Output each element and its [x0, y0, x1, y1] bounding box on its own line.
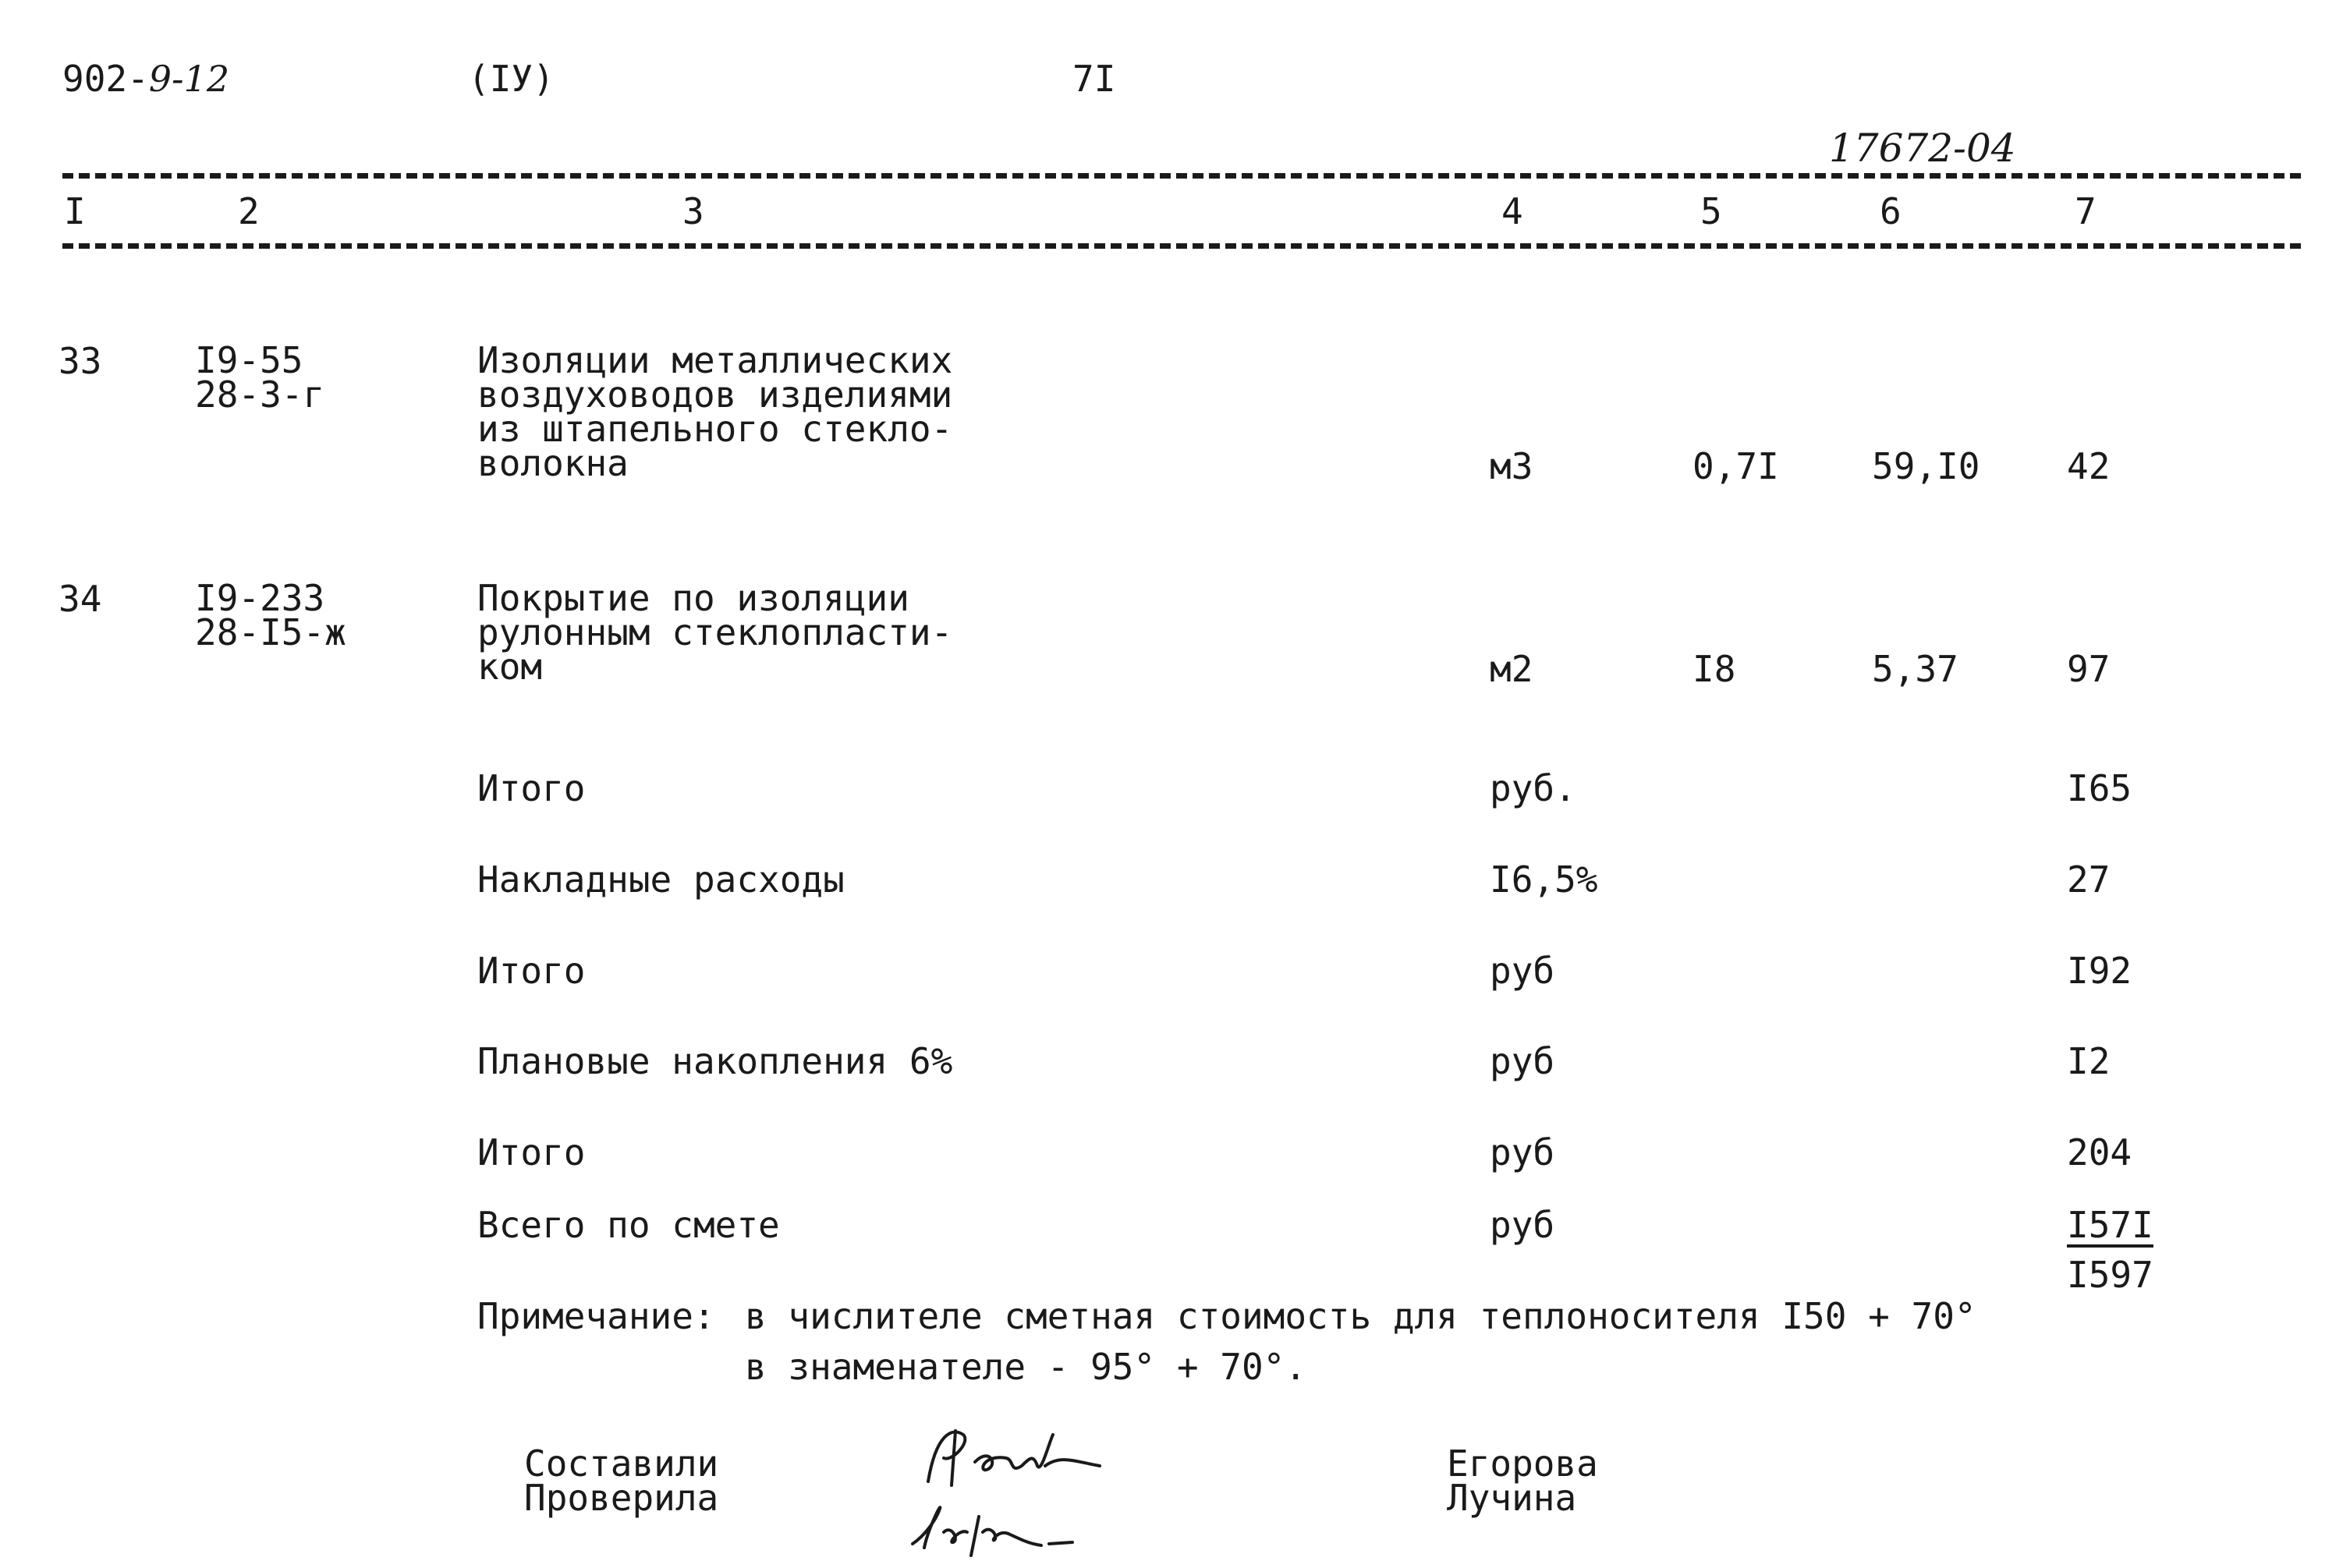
section-number: (IУ): [468, 58, 555, 100]
row-total: 97: [2067, 648, 2111, 690]
signature-compiled: [920, 1419, 1123, 1497]
col-header-7: 7: [2075, 190, 2097, 232]
totals-unit: руб: [1490, 950, 1555, 992]
note-line-2: в знаменателе - 95° + 70°.: [745, 1346, 1307, 1388]
signature-names: [1447, 1442, 1598, 1520]
row-total: 42: [2067, 445, 2111, 487]
note-line-1: в числителе сметная стоимость для теплоносителя I50 + 70°: [745, 1295, 1976, 1337]
grand-total-numerator: I57I: [2067, 1204, 2153, 1246]
totals-unit: руб.: [1490, 767, 1576, 809]
totals-unit: I6,5%: [1490, 858, 1598, 901]
col-header-2: 2: [238, 190, 260, 232]
totals-value: I2: [2067, 1040, 2111, 1082]
doc-code-prefix: 902-: [62, 58, 149, 100]
totals-label: Плановые накопления 6%: [477, 1040, 953, 1082]
row-number: 33: [58, 340, 102, 382]
row-code: I9-55 28-3-г: [195, 339, 325, 416]
row-description: Изоляции металлических воздуховодов изделиями из штапельного стекло- волокна: [477, 339, 953, 485]
compiled-label: Составили: [524, 1442, 719, 1485]
col-header-4: 4: [1501, 190, 1523, 232]
signature-checked: [905, 1497, 1108, 1559]
col-header-3: 3: [682, 190, 704, 232]
col-header-1: I: [64, 190, 86, 232]
col-header-5: 5: [1700, 190, 1722, 232]
row-quantity: I8: [1692, 648, 1736, 690]
page-number: 7I: [1072, 58, 1116, 100]
totals-value: I92: [2067, 950, 2132, 992]
compiled-name: Егорова: [1447, 1442, 1598, 1485]
totals-label: Накладные расходы: [477, 858, 845, 901]
row-number: 34: [58, 578, 102, 620]
grand-total-denominator: I597: [2067, 1254, 2153, 1296]
header-rule-bottom: [62, 243, 2301, 249]
row-description: Покрытие по изоляции рулонным стеклопласти- ком: [477, 577, 953, 688]
row-quantity: 0,7I: [1692, 445, 1779, 487]
doc-code: [62, 58, 230, 100]
doc-code-handwritten: 9-12: [148, 58, 230, 100]
row-price: 59,I0: [1872, 445, 1980, 487]
row-unit: м2: [1490, 648, 1533, 690]
totals-unit: руб: [1490, 1040, 1555, 1082]
row-unit: м3: [1490, 445, 1533, 487]
col-header-6: 6: [1880, 190, 1902, 232]
note-label: Примечание:: [477, 1295, 715, 1337]
grand-total-unit: руб: [1490, 1204, 1555, 1246]
row-code: I9-233 28-I5-ж: [195, 577, 346, 654]
totals-label: Итого: [477, 1131, 586, 1173]
totals-value: I65: [2067, 767, 2132, 809]
row-price: 5,37: [1872, 648, 1958, 690]
header-rule-top: [62, 173, 2301, 179]
totals-value: 27: [2067, 858, 2111, 901]
checked-name: Лучина: [1447, 1477, 1577, 1520]
totals-label: Итого: [477, 767, 586, 809]
totals-value: 204: [2067, 1131, 2132, 1173]
checked-label: Проверила: [524, 1477, 719, 1520]
grand-total-label: Всего по смете: [477, 1204, 780, 1246]
signature-labels: [524, 1442, 719, 1520]
handwritten-number: 17672-04: [1829, 126, 2016, 171]
totals-label: Итого: [477, 950, 586, 992]
totals-unit: руб: [1490, 1131, 1555, 1173]
